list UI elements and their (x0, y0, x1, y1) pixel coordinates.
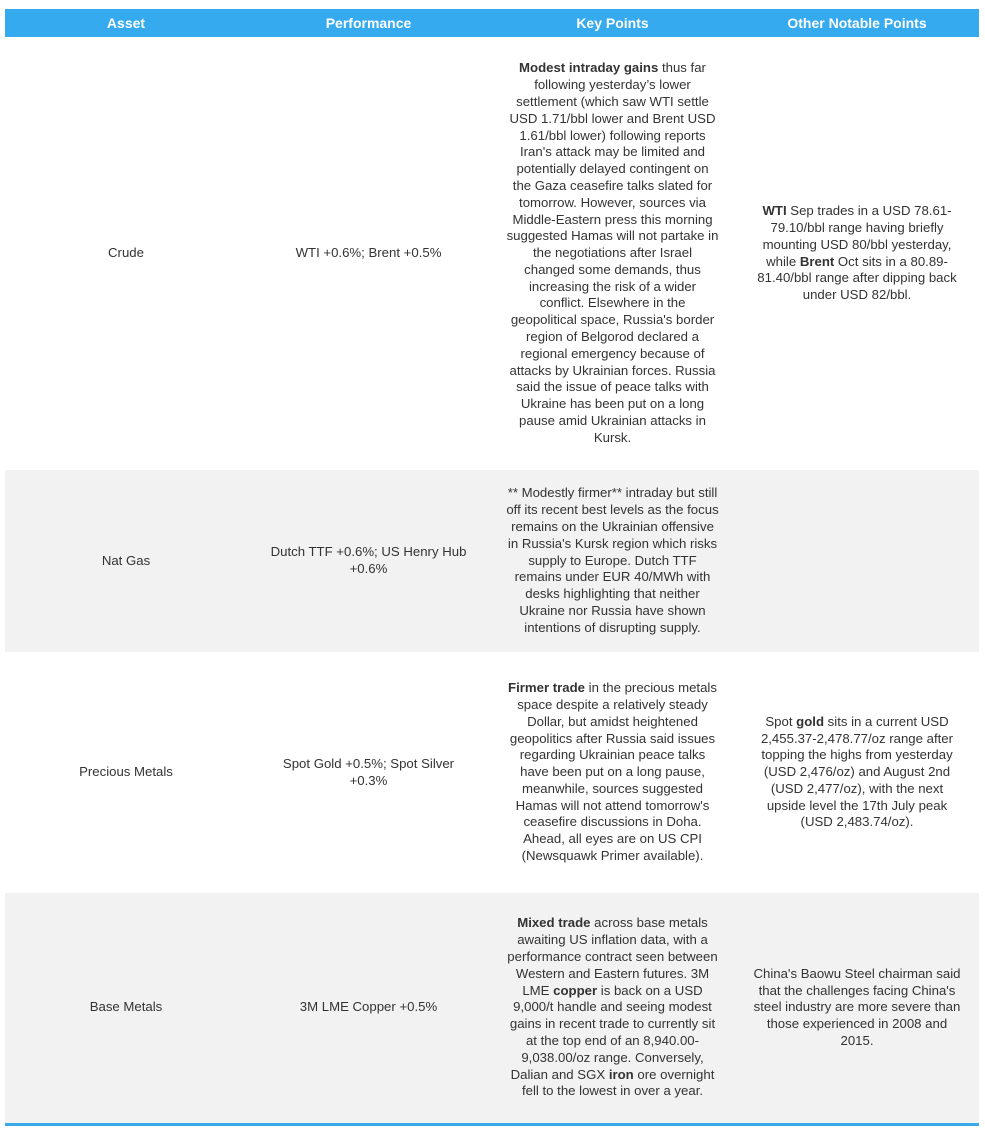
other-points-cell (735, 470, 979, 652)
text-run: thus far following yesterday’s lower settlement (which saw WTI settle USD 1.71/bbl lower and Brent USD 1.61/bbl lower) following reports Iran's attack may be limited and potentially delayed contingent on the Gaza ceasefire talks slated for tomorrow. However, sources via Middle-Eastern press this morning suggested Hamas will not partake in the negotiations after Israel changed some demands, thus increasing the risk of a wider conflict. Elsewhere in the geopolitical space, Russia's border region of Belgorod declared a regional emergency because of attacks by Ukrainian forces. Russia said the issue of peace talks with Ukraine has been put on a long pause amid Ukrainian attacks in Kursk. (506, 60, 719, 445)
performance-cell: 3M LME Copper +0.5% (247, 893, 490, 1124)
text-run: Sep trades in a USD 78.61-79.10/bbl range having briefly mounting USD 80/bbl yesterday, while (762, 203, 952, 269)
asset-cell: Precious Metals (79, 764, 173, 780)
text-run: ** Modestly firmer** intraday but still off its recent best levels as the focus remains on the Ukrainian offensive in Russia's Kursk region which risks supply to Europe. Dutch TTF remains under EUR 40/MWh with desks highlighting that neither Ukraine nor Russia have shown intentions of disrupting supply. (506, 485, 719, 635)
header-performance: Performance (247, 9, 490, 37)
other-points-cell (735, 893, 979, 1124)
key-points-cell (490, 470, 735, 652)
table-row-precious-metals (5, 652, 979, 893)
header-other-notable-points: Other Notable Points (735, 9, 979, 37)
bold-text: Brent (799, 253, 835, 269)
bold-text: Modest intraday gains (519, 60, 659, 76)
bold-text: iron (608, 1066, 634, 1082)
header-row (5, 9, 979, 37)
text-run: sits in a current USD 2,455.37-2,478.77/oz range after topping the highs from yesterday (USD 2,476/oz) and August 2nd (USD 2,477/oz), with the next upside level the 17th July peak (USD 2,483.74/oz). (760, 713, 954, 830)
performance-cell: Dutch TTF +0.6%; US Henry Hub +0.6% (247, 470, 490, 652)
header-key-points: Key Points (490, 9, 735, 37)
asset-cell: Base Metals (5, 893, 247, 1124)
key-points-cell (490, 893, 735, 1124)
text-run: Spot (765, 713, 797, 729)
performance-cell: Spot Gold +0.5%; Spot Silver +0.3% (282, 755, 455, 788)
table-row-nat-gas (5, 470, 979, 652)
text-run: China's Baowu Steel chairman said that the challenges facing China's steel industry are more severe than those experienced in 2008 and 2015. (753, 965, 961, 1048)
key-points-cell (490, 652, 735, 893)
text-run: Oct sits in a 80.89-81.40/bbl range after dipping back under USD 82/bbl. (757, 253, 957, 303)
other-points-cell (735, 37, 979, 470)
key-points-cell (490, 37, 735, 470)
table-row-crude (5, 37, 979, 470)
bold-text: gold (796, 713, 825, 729)
other-points-cell (735, 652, 979, 893)
bold-text: Mixed trade (517, 915, 591, 931)
text-run: ore overnight fell to the lowest in over a year. (521, 1066, 715, 1099)
bold-text: copper (553, 982, 598, 998)
header-asset: Asset (5, 9, 247, 37)
text-run: in the precious metals space despite a relatively steady Dollar, but amidst heightened geopolitics after Russia said issues regarding Ukrainian peace talks have been put on a long pause, meanwhile, sources suggested Hamas will not attend tomorrow's ceasefire discussions in Doha. Ahead, all eyes are on US CPI (Newsquawk Primer available). (509, 680, 717, 864)
commodities-table (5, 9, 979, 1126)
performance-cell: WTI +0.6%; Brent +0.5% (295, 245, 442, 261)
table-row-base-metals (5, 893, 979, 1124)
text-run: across base metals awaiting US inflation data, with a performance contract seen between Western and Eastern futures. 3M LME (507, 915, 718, 998)
asset-cell: Crude (108, 245, 144, 261)
bold-text: WTI (762, 203, 787, 219)
text-run: is back on a USD 9,000/t handle and seeing modest gains in recent trade to currently sit at the top end of an 8,940.00-9,038.00/oz range. Conversely, Dalian and SGX (509, 982, 716, 1082)
bold-text: Firmer trade (508, 680, 585, 696)
asset-cell: Nat Gas (5, 470, 247, 652)
